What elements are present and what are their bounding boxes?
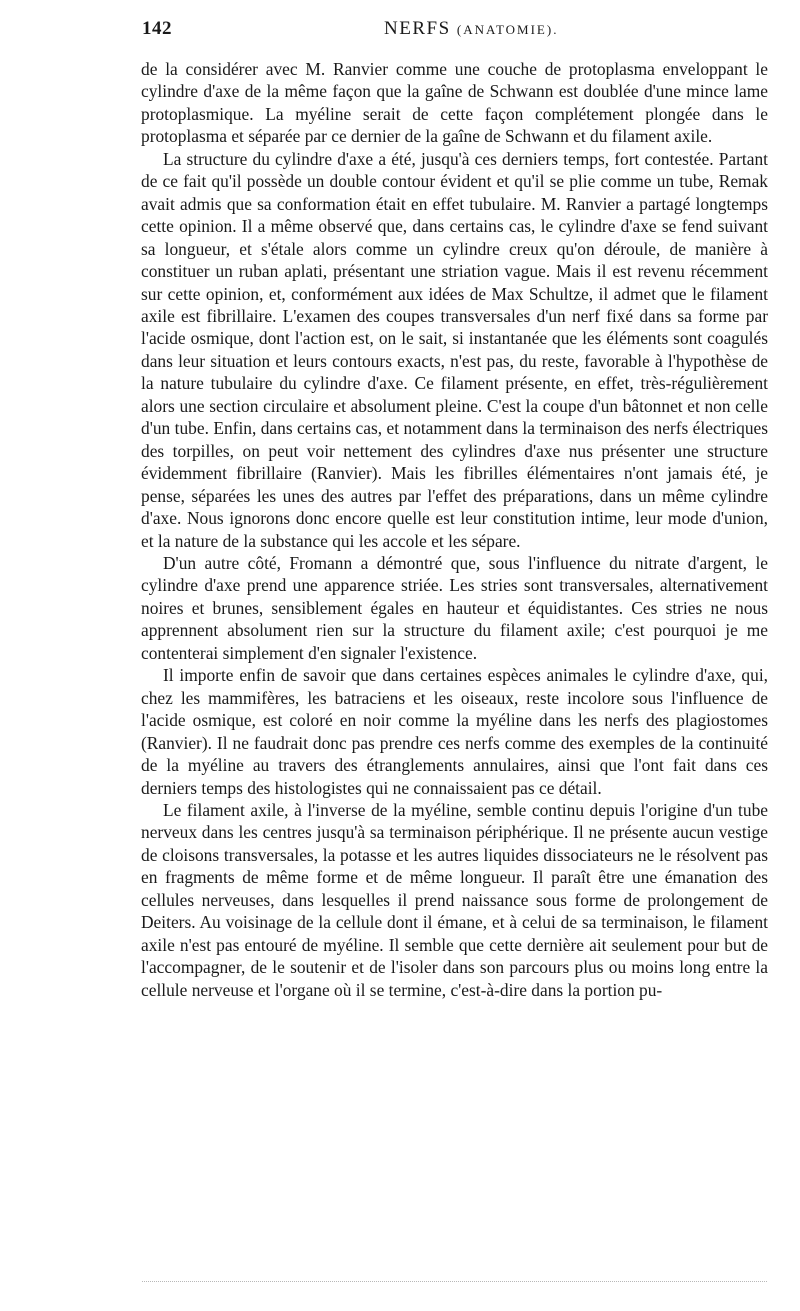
running-title-sub: (ANATOMIE). bbox=[456, 22, 559, 37]
paragraph: D'un autre côté, Fromann a démontré que, sous l'influence du nitrate d'argent, le cylindre d'axe prend une apparence striée. Les stries sont transversales, alternativement noires et brunes, sensiblement égales en hauteur et équidistantes. Ces stries ne nous apprennent absolument rien sur la structure du filament axile; c'est pourquoi je me contenterai simplement d'en signaler l'existence. bbox=[141, 552, 768, 663]
paragraph: de la considérer avec M. Ranvier comme une couche de protoplasma enveloppant le cylindre d'axe de la même façon que la gaîne de Schwann est doublée d'une mince lame protoplasmique. La myéline serait de cette façon complétement plongée dans le protoplasma et séparée par ce dernier de la gaîne de Schwann et du filament axile. bbox=[141, 59, 768, 147]
page-number: 142 bbox=[142, 18, 172, 39]
paragraph: Le filament axile, à l'inverse de la myéline, semble continu depuis l'origine d'un tube nerveux dans les centres jusqu'à sa terminaison périphérique. Il ne présente aucun vestige de cloisons transversales, la potasse et les autres liquides dissociateurs ne le résolvent pas en fragments de même forme et de même longueur. Il paraît être une émanation des cellules nerveuses, dans lesquelles il prend naissance sous forme de prolongement de Deiters. Au voisinage de la cellule dont il émane, et à celui de sa terminaison, le filament axile n'est pas entouré de myéline. Il semble que cette dernière ait seulement pour but de l'accompagner, de le soutenir et de l'isoler dans son parcours plus ou moins long entre la cellule nerveuse et l'organe où il se termine, c'est-à-dire dans la portion pu- bbox=[141, 799, 768, 1000]
running-head bbox=[140, 18, 760, 48]
body-text bbox=[141, 58, 768, 1001]
paragraph: La structure du cylindre d'axe a été, jusqu'à ces derniers temps, fort contestée. Partant de ce fait qu'il possède un double contour évident et qu'il se plie comme un tube, Remak avait admis que sa conformation était en effet tubulaire. M. Ranvier a partagé longtemps cette opinion. Il a même observé que, dans certains cas, le cylindre d'axe se fend suivant sa longueur, et s'étale alors comme un cylindre creux qu'on déroule, de manière à constituer un ruban aplati, présentant une striation vague. Mais il est revenu récemment sur cette opinion, et, conformément aux idées de Max Schultze, il admet que le filament axile est fibrillaire. L'examen des coupes transversales d'un nerf fixé dans sa forme par l'acide osmique, dont l'action est, on le sait, si instantanée que les éléments sont coagulés dans leur situation et leurs contours exacts, n'est pas, du reste, favorable à l'hypothèse de la nature tubulaire du cylindre d'axe. Ce filament présente, en effet, très-régulièrement alors une section circulaire et absolument pleine. C'est la coupe d'un bâtonnet et non celle d'un tube. Enfin, dans certains cas, et notamment dans la terminaison des nerfs électriques des torpilles, on peut voir nettement des cylindres d'axe nus présenter une structure évidemment fibrillaire (Ranvier). Mais les fibrilles élémentaires n'ont jamais été, je pense, séparées les unes des autres par l'effet des préparations, dans un même cylindre d'axe. Nous ignorons donc encore quelle est leur constitution intime, leur mode d'union, et la nature de la substance qui les accole et les sépare. bbox=[141, 148, 768, 551]
running-title-main: NERFS bbox=[384, 18, 451, 39]
paragraph: Il importe enfin de savoir que dans certaines espèces animales le cylindre d'axe, qui, chez les mammifères, les batraciens et les oiseaux, reste incolore sous l'influence de l'acide osmique, est coloré en noir comme la myéline dans les nerfs des plagiostomes (Ranvier). Il ne faudrait donc pas prendre ces nerfs comme des exemples de la continuité de la myéline au travers des étranglements annulaires, ainsi que l'ont fait dans ces derniers temps des histologistes qui ne connaissaient pas ce détail. bbox=[141, 665, 768, 798]
running-title bbox=[384, 18, 558, 40]
bottom-dotted-rule bbox=[142, 1281, 767, 1282]
